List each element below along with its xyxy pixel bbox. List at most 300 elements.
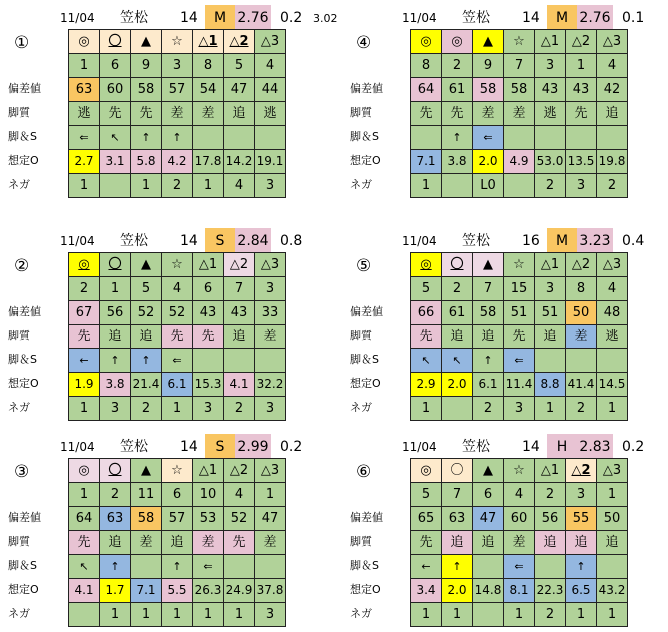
- styles-cell: 先: [162, 325, 193, 349]
- nega-cell: [442, 174, 473, 198]
- secondary-value: 0.2: [280, 10, 303, 26]
- mark-cell: ▲: [131, 253, 162, 277]
- mark-cell: △1: [535, 253, 566, 277]
- row-label-odds: 想定O: [350, 377, 381, 390]
- scores-cell: 60: [100, 78, 131, 102]
- mark-cell: 〇: [100, 253, 131, 277]
- odds-cell: 5.8: [131, 150, 162, 174]
- mark-cell: ◎: [442, 30, 473, 54]
- odds-cell: 14.5: [597, 373, 628, 397]
- styles-cell: 先: [566, 102, 597, 126]
- race-date: 11/04: [402, 11, 437, 25]
- prediction-grid: [410, 458, 628, 627]
- styles-cell: 追: [535, 325, 566, 349]
- race-date: 11/04: [60, 440, 95, 454]
- odds-cell: 1.7: [100, 579, 131, 603]
- race-number: ⑥: [356, 462, 372, 482]
- numbers-cell: 4: [504, 483, 535, 507]
- odds-cell: 4.1: [69, 579, 100, 603]
- styles-cell: 追: [162, 531, 193, 555]
- nega-cell: 2: [535, 174, 566, 198]
- numbers-cell: 5: [224, 54, 255, 78]
- mark-cell: ▲: [131, 30, 162, 54]
- runner-count: 14: [180, 10, 198, 26]
- row-label-nega: ネガ: [8, 401, 30, 414]
- scores-cell: 57: [162, 507, 193, 531]
- mark-cell: △3: [255, 30, 286, 54]
- nega-cell: 1: [566, 603, 597, 627]
- odds-cell: 2.0: [442, 373, 473, 397]
- legs-cell: ⇐: [473, 126, 504, 150]
- track-name: 笠松: [120, 10, 148, 26]
- odds-cell: 19.8: [597, 150, 628, 174]
- legs-cell: ⇐: [162, 349, 193, 373]
- mark-cell: ◎: [69, 459, 100, 483]
- odds-cell: 37.8: [255, 579, 286, 603]
- grid-row-marks: [411, 459, 628, 483]
- mark-cell: △2: [566, 253, 597, 277]
- legs-cell: [504, 126, 535, 150]
- numbers-cell: 8: [566, 277, 597, 301]
- mark-cell: 〇: [442, 459, 473, 483]
- styles-cell: 追: [100, 325, 131, 349]
- nega-cell: 1: [224, 603, 255, 627]
- mark-cell: △1: [535, 30, 566, 54]
- nega-cell: 1: [131, 174, 162, 198]
- legs-cell: [224, 349, 255, 373]
- odds-cell: 41.4: [566, 373, 597, 397]
- grid-row-scores: [69, 301, 286, 325]
- track-name: 笠松: [120, 233, 148, 249]
- numbers-cell: 3: [255, 277, 286, 301]
- styles-cell: 差: [131, 531, 162, 555]
- row-label-style: 脚質: [350, 535, 372, 548]
- numbers-cell: 3: [566, 483, 597, 507]
- row-label-leg: 脚＆S: [8, 353, 37, 366]
- numbers-cell: 2: [442, 54, 473, 78]
- nega-cell: 1: [597, 603, 628, 627]
- styles-cell: 差: [504, 531, 535, 555]
- numbers-cell: 7: [504, 54, 535, 78]
- odds-cell: 7.1: [131, 579, 162, 603]
- numbers-cell: 6: [193, 277, 224, 301]
- mark-cell: ◎: [411, 30, 442, 54]
- odds-cell: 19.1: [255, 150, 286, 174]
- legs-cell: [535, 126, 566, 150]
- legs-cell: ⇐: [504, 349, 535, 373]
- mark-cell: ◎: [69, 30, 100, 54]
- runner-count: 14: [180, 439, 198, 455]
- numbers-cell: 7: [442, 483, 473, 507]
- scores-cell: 66: [411, 301, 442, 325]
- odds-cell: 6.1: [473, 373, 504, 397]
- row-label-nega: ネガ: [350, 607, 372, 620]
- race-number: ②: [14, 256, 30, 276]
- numbers-cell: 4: [597, 277, 628, 301]
- numbers-cell: 1: [69, 483, 100, 507]
- styles-cell: 差: [255, 325, 286, 349]
- odds-cell: 3.8: [442, 150, 473, 174]
- styles-cell: 追: [131, 325, 162, 349]
- pace-value: 3.23: [577, 228, 613, 252]
- scores-cell: 52: [131, 301, 162, 325]
- scores-cell: 52: [162, 301, 193, 325]
- pace-value: 2.76: [577, 5, 613, 29]
- legs-cell: [473, 555, 504, 579]
- secondary-value: 0.2: [280, 439, 303, 455]
- numbers-cell: 10: [193, 483, 224, 507]
- nega-cell: 3: [255, 174, 286, 198]
- styles-cell: 差: [473, 102, 504, 126]
- scores-cell: 52: [224, 507, 255, 531]
- numbers-cell: 8: [411, 54, 442, 78]
- scores-cell: 43: [535, 78, 566, 102]
- legs-cell: ←: [69, 349, 100, 373]
- race-panel: [8, 5, 338, 200]
- nega-cell: 3: [566, 174, 597, 198]
- scores-cell: 57: [162, 78, 193, 102]
- scores-cell: 47: [473, 507, 504, 531]
- nega-cell: 1: [193, 174, 224, 198]
- runner-count: 14: [522, 10, 540, 26]
- nega-cell: 2: [162, 174, 193, 198]
- row-label-style: 脚質: [8, 535, 30, 548]
- race-panel: [350, 5, 650, 200]
- grid-row-nega: [411, 397, 628, 421]
- odds-cell: 21.4: [131, 373, 162, 397]
- grid-row-legs: [69, 126, 286, 150]
- scores-cell: 65: [411, 507, 442, 531]
- scores-cell: 48: [597, 301, 628, 325]
- row-label-score: 偏差値: [350, 511, 383, 524]
- legs-cell: [255, 126, 286, 150]
- mark-cell: △2: [224, 30, 255, 54]
- styles-cell: 先: [69, 531, 100, 555]
- scores-cell: 47: [224, 78, 255, 102]
- nega-cell: 1: [411, 174, 442, 198]
- styles-cell: 差: [504, 102, 535, 126]
- scores-cell: 64: [411, 78, 442, 102]
- grid-row-styles: [411, 531, 628, 555]
- mark-cell: ☆: [162, 459, 193, 483]
- odds-cell: 14.8: [473, 579, 504, 603]
- mark-cell: ▲: [473, 253, 504, 277]
- scores-cell: 63: [69, 78, 100, 102]
- grid-row-odds: [69, 150, 286, 174]
- race-number: ⑤: [356, 256, 372, 276]
- numbers-cell: 6: [162, 483, 193, 507]
- scores-cell: 58: [504, 78, 535, 102]
- race-date: 11/04: [402, 234, 437, 248]
- race-panel: [8, 434, 308, 629]
- pace-value: 2.76: [235, 5, 271, 29]
- grid-row-numbers: [69, 54, 286, 78]
- odds-cell: 17.8: [193, 150, 224, 174]
- grid-row-odds: [69, 579, 286, 603]
- styles-cell: 追: [473, 531, 504, 555]
- odds-cell: 8.1: [504, 579, 535, 603]
- nega-cell: 2: [566, 397, 597, 421]
- secondary-value: 0.4: [622, 233, 645, 249]
- nega-cell: [473, 603, 504, 627]
- styles-cell: 先: [224, 531, 255, 555]
- nega-cell: 1: [100, 603, 131, 627]
- row-label-odds: 想定O: [350, 583, 381, 596]
- grid-row-scores: [69, 507, 286, 531]
- grid-row-scores: [411, 507, 628, 531]
- styles-cell: 先: [504, 325, 535, 349]
- mark-cell: ☆: [504, 30, 535, 54]
- grid-row-nega: [411, 603, 628, 627]
- legs-cell: ↑: [131, 126, 162, 150]
- styles-cell: 先: [442, 102, 473, 126]
- grid-row-styles: [69, 102, 286, 126]
- scores-cell: 58: [131, 78, 162, 102]
- odds-cell: 2.0: [473, 150, 504, 174]
- nega-cell: 2: [131, 397, 162, 421]
- mark-cell: △2: [224, 253, 255, 277]
- grid-row-odds: [411, 373, 628, 397]
- grid-row-numbers: [411, 54, 628, 78]
- grid-row-styles: [411, 325, 628, 349]
- numbers-cell: 3: [162, 54, 193, 78]
- nega-cell: [442, 397, 473, 421]
- mark-cell: △3: [597, 459, 628, 483]
- grid-row-nega: [69, 397, 286, 421]
- nega-cell: 2: [535, 603, 566, 627]
- row-label-leg: 脚＆S: [350, 130, 379, 143]
- nega-cell: 2: [473, 397, 504, 421]
- nega-cell: 1: [535, 397, 566, 421]
- scores-cell: 43: [566, 78, 597, 102]
- odds-cell: 4.2: [162, 150, 193, 174]
- odds-cell: 7.1: [411, 150, 442, 174]
- legs-cell: ↖: [411, 349, 442, 373]
- pace-type: M: [547, 5, 577, 29]
- scores-cell: 51: [535, 301, 566, 325]
- odds-cell: 13.5: [566, 150, 597, 174]
- legs-cell: ↑: [442, 126, 473, 150]
- numbers-cell: 7: [473, 277, 504, 301]
- grid-row-styles: [411, 102, 628, 126]
- runner-count: 14: [522, 439, 540, 455]
- scores-cell: 67: [69, 301, 100, 325]
- scores-cell: 56: [535, 507, 566, 531]
- legs-cell: ↑: [566, 555, 597, 579]
- race-number: ①: [14, 33, 30, 53]
- mark-cell: ◎: [411, 253, 442, 277]
- styles-cell: 先: [193, 325, 224, 349]
- scores-cell: 47: [255, 507, 286, 531]
- mark-cell: △2: [566, 459, 597, 483]
- row-label-style: 脚質: [8, 106, 30, 119]
- legs-cell: ←: [411, 555, 442, 579]
- legs-cell: ↑: [473, 349, 504, 373]
- row-label-nega: ネガ: [350, 178, 372, 191]
- grid-row-legs: [411, 126, 628, 150]
- nega-cell: 1: [162, 603, 193, 627]
- scores-cell: 54: [193, 78, 224, 102]
- mark-cell: ◎: [69, 253, 100, 277]
- prediction-grid: [68, 252, 286, 421]
- styles-cell: 追: [473, 325, 504, 349]
- scores-cell: 58: [473, 301, 504, 325]
- row-label-score: 偏差値: [350, 82, 383, 95]
- mark-cell: ▲: [473, 30, 504, 54]
- mark-cell: ▲: [131, 459, 162, 483]
- legs-cell: [224, 555, 255, 579]
- pace-type: H: [547, 434, 577, 458]
- race-panel: [8, 228, 308, 423]
- styles-cell: 追: [597, 531, 628, 555]
- mark-cell: △1: [193, 253, 224, 277]
- scores-cell: 51: [504, 301, 535, 325]
- nega-cell: 1: [69, 174, 100, 198]
- legs-cell: [597, 349, 628, 373]
- scores-cell: 53: [193, 507, 224, 531]
- scores-cell: 61: [442, 78, 473, 102]
- legs-cell: [193, 126, 224, 150]
- row-label-odds: 想定O: [8, 377, 39, 390]
- mark-cell: △3: [255, 459, 286, 483]
- row-label-style: 脚質: [350, 329, 372, 342]
- numbers-cell: 5: [411, 483, 442, 507]
- legs-cell: ↑: [162, 126, 193, 150]
- mark-cell: ☆: [504, 459, 535, 483]
- grid-row-numbers: [69, 277, 286, 301]
- numbers-cell: 5: [411, 277, 442, 301]
- odds-cell: 6.5: [566, 579, 597, 603]
- mark-cell: ☆: [504, 253, 535, 277]
- prediction-grid: [410, 252, 628, 421]
- row-label-leg: 脚＆S: [8, 130, 37, 143]
- numbers-cell: 1: [566, 54, 597, 78]
- grid-row-styles: [69, 325, 286, 349]
- styles-cell: 先: [100, 102, 131, 126]
- styles-cell: 逃: [597, 325, 628, 349]
- legs-cell: [535, 349, 566, 373]
- odds-cell: 2.9: [411, 373, 442, 397]
- pace-value: 2.84: [235, 228, 271, 252]
- mark-cell: △2: [566, 30, 597, 54]
- legs-cell: [224, 126, 255, 150]
- mark-cell: △1: [193, 30, 224, 54]
- numbers-cell: 11: [131, 483, 162, 507]
- legs-cell: ↖: [100, 126, 131, 150]
- odds-cell: 26.3: [193, 579, 224, 603]
- mark-cell: 〇: [442, 253, 473, 277]
- nega-cell: 1: [131, 603, 162, 627]
- grid-row-nega: [69, 603, 286, 627]
- numbers-cell: 9: [473, 54, 504, 78]
- scores-cell: 50: [597, 507, 628, 531]
- numbers-cell: 2: [442, 277, 473, 301]
- scores-cell: 56: [100, 301, 131, 325]
- styles-cell: 先: [69, 325, 100, 349]
- pace-type: S: [205, 228, 235, 252]
- grid-row-marks: [69, 30, 286, 54]
- grid-row-styles: [69, 531, 286, 555]
- legs-cell: [566, 349, 597, 373]
- scores-cell: 58: [131, 507, 162, 531]
- row-label-score: 偏差値: [8, 305, 41, 318]
- nega-cell: 1: [504, 603, 535, 627]
- legs-cell: ↑: [131, 349, 162, 373]
- nega-cell: 4: [224, 174, 255, 198]
- scores-cell: 50: [566, 301, 597, 325]
- styles-cell: 追: [224, 325, 255, 349]
- pace-type: S: [205, 434, 235, 458]
- legs-cell: [255, 555, 286, 579]
- odds-cell: 3.8: [100, 373, 131, 397]
- row-label-leg: 脚＆S: [8, 559, 37, 572]
- odds-cell: 15.3: [193, 373, 224, 397]
- extra-value: 3.02: [313, 12, 338, 25]
- nega-cell: 3: [100, 397, 131, 421]
- mark-cell: ◎: [411, 459, 442, 483]
- styles-cell: 追: [224, 102, 255, 126]
- row-label-score: 偏差値: [8, 511, 41, 524]
- legs-cell: ↑: [100, 555, 131, 579]
- nega-cell: 3: [255, 397, 286, 421]
- odds-cell: 4.9: [504, 150, 535, 174]
- odds-cell: 43.2: [597, 579, 628, 603]
- row-label-odds: 想定O: [8, 154, 39, 167]
- track-name: 笠松: [462, 10, 490, 26]
- race-date: 11/04: [60, 234, 95, 248]
- grid-row-nega: [411, 174, 628, 198]
- legs-cell: ↖: [69, 555, 100, 579]
- styles-cell: 先: [411, 102, 442, 126]
- nega-cell: 1: [162, 397, 193, 421]
- styles-cell: 先: [131, 102, 162, 126]
- grid-row-legs: [69, 555, 286, 579]
- grid-row-odds: [411, 579, 628, 603]
- styles-cell: 逃: [69, 102, 100, 126]
- pace-value: 2.83: [577, 434, 613, 458]
- legs-cell: ⇐: [504, 555, 535, 579]
- odds-cell: 14.2: [224, 150, 255, 174]
- odds-cell: 5.5: [162, 579, 193, 603]
- legs-cell: ⇐: [193, 555, 224, 579]
- race-number: ④: [356, 33, 372, 53]
- scores-cell: 60: [504, 507, 535, 531]
- scores-cell: 43: [224, 301, 255, 325]
- row-label-odds: 想定O: [350, 154, 381, 167]
- legs-cell: ⇐: [69, 126, 100, 150]
- numbers-cell: 9: [131, 54, 162, 78]
- mark-cell: ☆: [162, 253, 193, 277]
- grid-row-odds: [69, 373, 286, 397]
- scores-cell: 64: [69, 507, 100, 531]
- track-name: 笠松: [462, 439, 490, 455]
- grid-row-numbers: [411, 483, 628, 507]
- styles-cell: 追: [597, 102, 628, 126]
- odds-cell: 11.4: [504, 373, 535, 397]
- legs-cell: ↑: [442, 555, 473, 579]
- nega-cell: 3: [504, 397, 535, 421]
- styles-cell: 差: [255, 531, 286, 555]
- numbers-cell: 3: [535, 277, 566, 301]
- grid-row-numbers: [411, 277, 628, 301]
- race-date: 11/04: [402, 440, 437, 454]
- row-label-style: 脚質: [8, 329, 30, 342]
- race-panel: [350, 434, 650, 629]
- numbers-cell: 7: [224, 277, 255, 301]
- styles-cell: 先: [411, 325, 442, 349]
- styles-cell: 差: [193, 531, 224, 555]
- styles-cell: 追: [566, 531, 597, 555]
